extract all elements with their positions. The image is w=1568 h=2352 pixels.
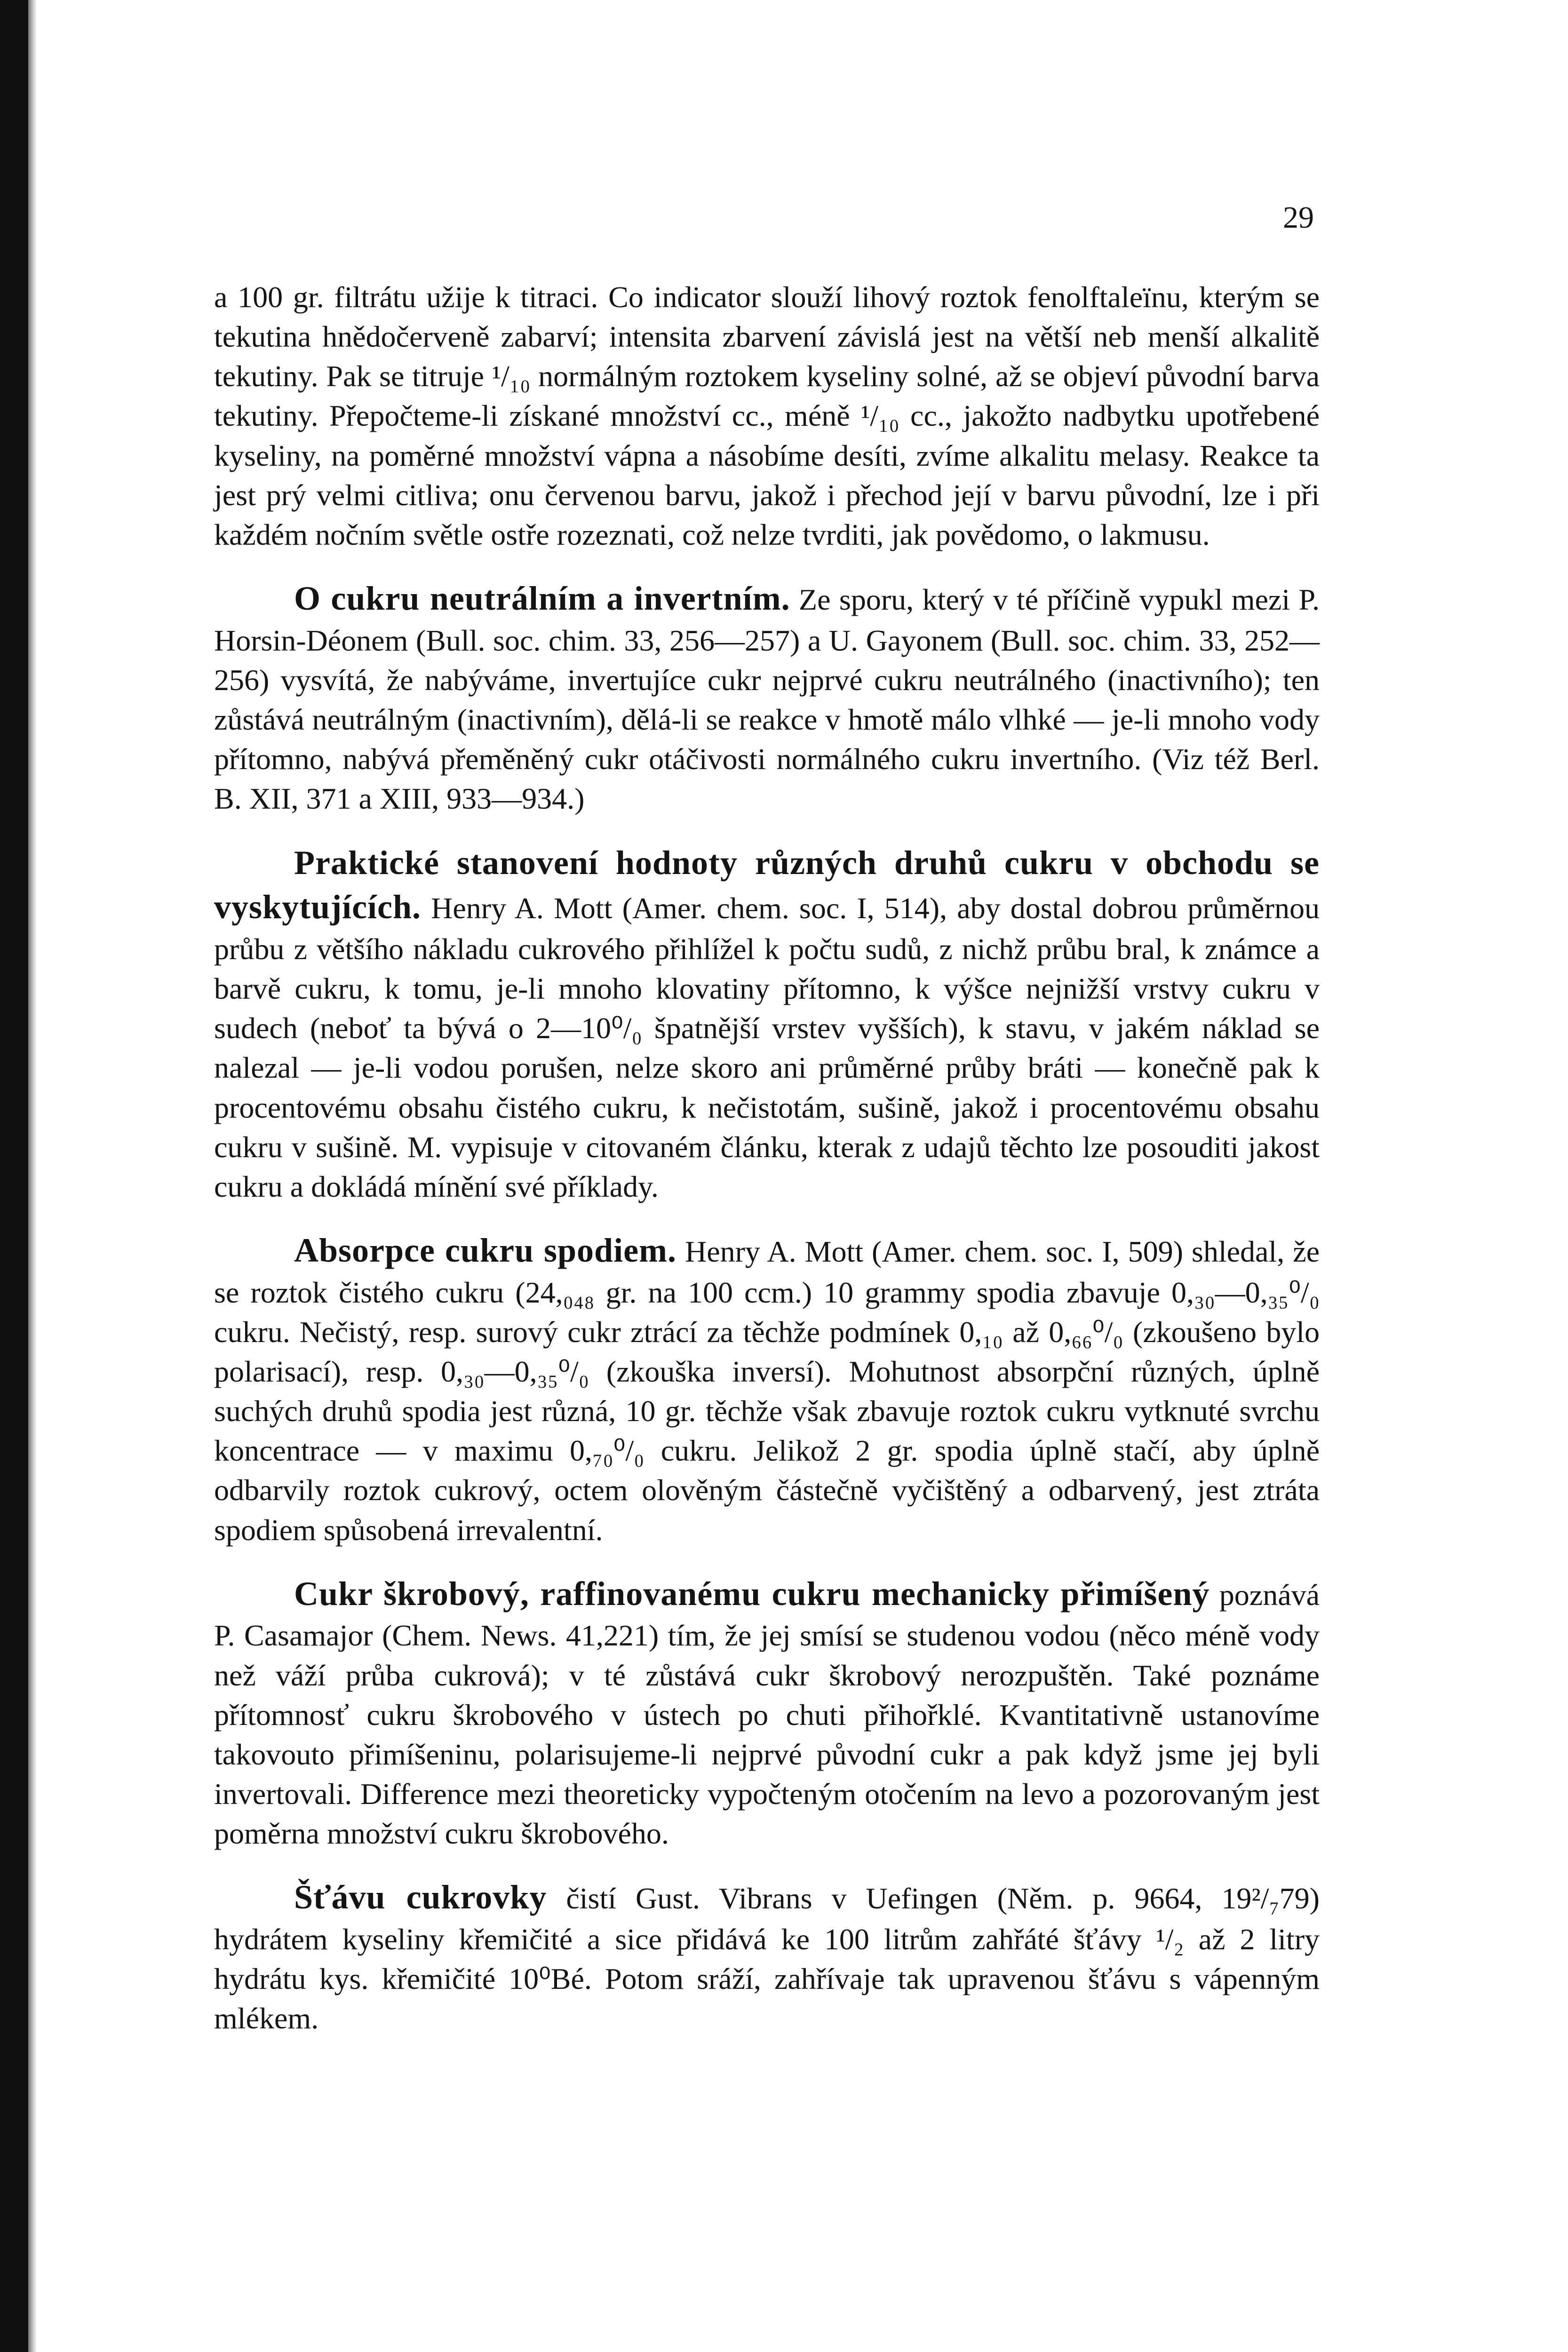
section-heading: Praktické stanovení hodnoty různých druhů cukru v obchodu se vyskytujících. bbox=[214, 843, 1320, 926]
paragraph-text: Ze sporu, který v té příčině vypukl mezi P. Horsin-Déonem (Bull. soc. chim. 33, 256—257) a U. Gayonem (Bull. soc. chim. 33, 252—256) vysvítá, že nabýváme, invertujíce cukr nejprvé cukru neutrálného (inactivního); ten zůstává neutrálným (inactivním), dělá-li se reakce v hmotě málo vlhké — je-li mnoho vody přítomno, nabývá přeměněný cukr otáčivosti normálného cukru invertního. (Viz též Berl. B. XII, 371 a XIII, 933—934.) bbox=[214, 583, 1320, 816]
paragraph-alkalinity bbox=[214, 278, 1320, 555]
section-heading: O cukru neutrálním a invertním. bbox=[294, 580, 790, 618]
page-number: 29 bbox=[1283, 200, 1314, 235]
paragraph-text: a 100 gr. filtrátu užije k titraci. Co indicator slouží lihový roztok fenolftaleïnu, kterým se tekutina hnědočerveně zabarví; intensita zbarvení závislá jest na větší neb menší alkalitě tekutiny. Pak se titruje ¹/₁₀ normálným roztokem kyseliny solné, až se objeví původní barva tekutiny. Přepočteme-li získané množství cc., méně ¹/₁₀ cc., jakožto nadbytku upotřebené kyseliny, na poměrné množství vápna a násobíme desíti, zvíme alkalitu melasy. Reakce ta jest prý velmi citliva; onu červenou barvu, jakož i přechod její v barvu původní, lze i při každém nočním světle ostře rozeznati, což nelze tvrditi, jak povědomo, o lakmusu. bbox=[214, 280, 1320, 551]
paragraph-neutral-invert-sugar bbox=[214, 576, 1320, 818]
paragraph-text: Henry A. Mott (Amer. chem. soc. I, 514), aby dostal dobrou průměrnou průbu z většího nákladu cukrového přihlížel k počtu sudů, z nichž průbu bral, k známce a barvě cukru, k tomu, je-li mnoho klovatiny přítomno, k výšce nejnižší vrstvy cukru v sudech (neboť ta bývá o 2—10⁰/₀ špatnější vrstev vyšších), k stavu, v jakém náklad se nalezal — je-li vodou porušen, nelze skoro ani průměrné průby bráti — konečně pak k procentovému obsahu čistého cukru, k nečistotám, sušině, jakož i procentovému obsahu cukru v sušině. M. vypisuje v citovaném článku, kterak z udajů těchto lze posouditi jakost cukru a dokládá mínění své příklady. bbox=[214, 891, 1320, 1203]
section-heading: Cukr škrobový, raffinovanému cukru mechanicky přimíšený bbox=[294, 1574, 1210, 1613]
paragraph-text: čistí Gust. Vibrans v Uefingen (Něm. p. 9664, 19²/₇79) hydrátem kyseliny křemičité a sice přidává ke 100 litrům zahřáté šťávy ¹/₂ až 2 litry hydrátu kys. křemičité 10⁰Bé. Potom sráží, zahřívaje tak upravenou šťávu s vápenným mlékem. bbox=[214, 1882, 1320, 2035]
paragraph-starch-sugar bbox=[214, 1572, 1320, 1854]
section-heading: Absorpce cukru spodiem. bbox=[294, 1231, 677, 1269]
page-binding-edge bbox=[0, 0, 28, 2352]
paragraph-text: Henry A. Mott (Amer. chem. soc. I, 509) shledal, že se roztok čistého cukru (24,₀₄₈ gr. na 100 ccm.) 10 grammy spodia zbavuje 0,₃₀—0,₃₅⁰/₀ cukru. Nečistý, resp. surový cukr ztrácí za těchže podmínek 0,₁₀ až 0,₆₆⁰/₀ (zkoušeno bylo polarisací), resp. 0,₃₀—0,₃₅⁰/₀ (zkouška inversí). Mohutnost absorpční různých, úplně suchých druhů spodia jest různá, 10 gr. těchže však zbavuje roztok cukru vytknuté svrchu koncentrace — v maximu 0,₇₀⁰/₀ cukru. Jelikož 2 gr. spodia úplně stačí, aby úplně odbarvily roztok cukrový, octem olověným částečně vyčištěný a odbarvený, jest ztráta spodiem spůsobená irrevalentní. bbox=[214, 1234, 1320, 1547]
paragraph-sugar-value bbox=[214, 841, 1320, 1207]
paragraph-beet-juice bbox=[214, 1875, 1320, 2038]
paragraph-text: poznává P. Casamajor (Chem. News. 41,221) tím, že jej smísí se studenou vodou (něco méně vody než váží průba cukrová); v té zůstává cukr škrobový nerozpuštěn. Také poznáme přítomnosť cukru škrobového v ústech po chuti přihořklé. Kvantitativně ustanovíme takovouto přimíšeninu, polarisujeme-li nejprvé původní cukr a pak když jsme jej byli invertovali. Difference mezi theoreticky vypočteným otočením na levo a pozorovaným jest poměrna množství cukru škrobového. bbox=[214, 1578, 1320, 1851]
page-binding-shadow bbox=[28, 0, 37, 2352]
body-text bbox=[214, 278, 1320, 2060]
section-heading: Šťávu cukrovky bbox=[294, 1878, 547, 1916]
paragraph-bone-char-absorption bbox=[214, 1228, 1320, 1550]
